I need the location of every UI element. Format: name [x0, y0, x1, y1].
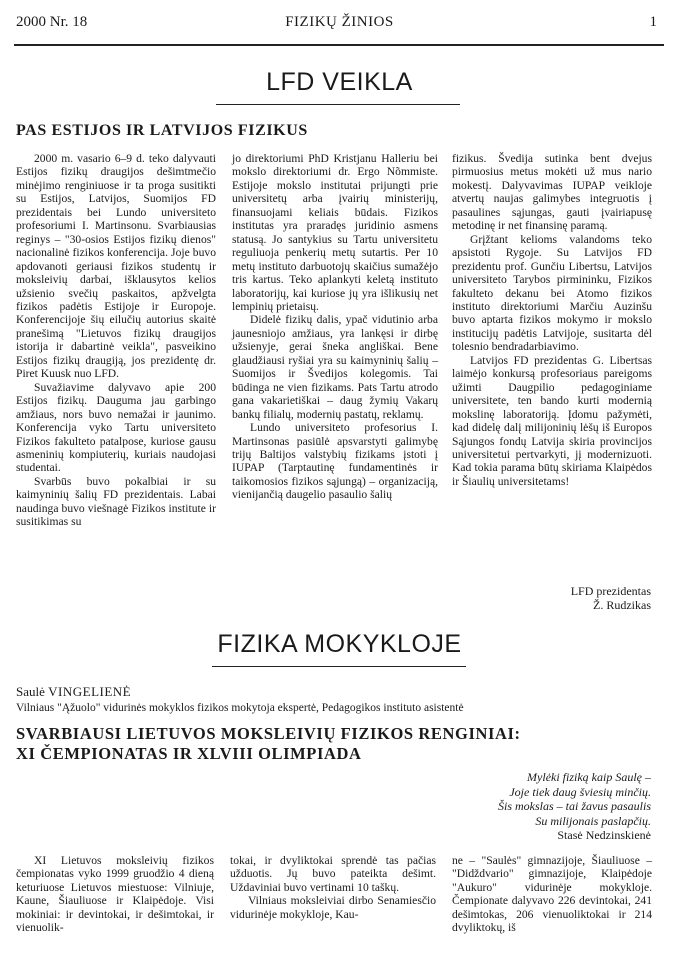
paragraph: XI Lietuvos moksleivių fizikos čempionatas vyko 1999 gruodžio 4 dieną keturiuose Lietuvos miestuose: Vilniuje, Kaune, Šiauliuose ir Klaipėdoje. Visi mokiniai: ir devintokai, ir dešimtokai, ir vienuolik-: [16, 854, 214, 935]
issue-number: 2000 Nr. 18: [16, 14, 88, 30]
author-given-name: Saulė: [16, 684, 45, 699]
signature-role: LFD prezidentas: [570, 584, 651, 598]
section-title-fizika-mokykloje: FIZIKA MOKYKLOJE: [217, 630, 462, 658]
article-column-3: [452, 854, 652, 935]
paragraph: Grįžtant kelioms valandoms teko apsistoti Rygoje. Su Latvijos FD prezidentu prof. Gunčiu Libertsu, Latvijos universiteto Tarybos pirmininku, Fizikos fakulteto dekanu bei Atomo fizikos instituto direktoriumi Marčiu Auzinšu buvo aptarta fizikos mokymo ir mokslo institucijų padėtis Latvijoje, susitarta dėl tolesnio bendradarbiavimo.: [452, 232, 652, 354]
header-rule: [14, 44, 664, 46]
signature-block: [571, 584, 651, 612]
article-column-1: [16, 854, 214, 935]
paragraph: Suvažiavime dalyvavo apie 200 Estijos fizikų. Dauguma jau garbingo amžiaus, nors buvo nemažai ir jaunimo. Konferencija vyko Tartu universiteto Fizikos fakulteto patalpose, kuriose gausu asmeninių kompiuterių, kuriais naudojasi studentai.: [16, 380, 216, 475]
section-rule: [212, 666, 466, 667]
paragraph: Vilniaus moksleiviai dirbo Senamiesčio vidurinėje mokykloje, Kau-: [230, 894, 436, 921]
epigraph: [498, 770, 651, 843]
paragraph: Didelė fizikų dalis, ypač vidutinio arba jaunesniojo amžiaus, yra lankęsi ir dirbę užsienyje, gerai šneka angliškai. Bene glaudžiausi ryšiai yra su kaimyninių šalių – Suomijos ir Švedijos kolegomis. Tai būdinga ne vien fizikams. Pats Tartu atrodo gana vakarietiškai – daug žymių Vakarų bankų filialų, modernių pastatų, reklamų.: [232, 313, 438, 421]
section-title-lfd-veikla: LFD VEIKLA: [266, 68, 413, 96]
author-name: [16, 684, 131, 700]
article-title-line: SVARBIAUSI LIETUVOS MOKSLEIVIŲ FIZIKOS RENGINIAI:: [16, 724, 521, 743]
article-column-2: [230, 854, 436, 921]
epigraph-author: Stasė Nedzinskienė: [557, 828, 651, 842]
epigraph-line: Su milijonais paslapčių.: [535, 813, 651, 828]
paragraph: Svarbūs buvo pokalbiai ir su kaimyninių šalių FD prezidentais. Labai naudinga buvo viešnagė Fizikos institute ir susitikimas su: [16, 474, 216, 529]
section-rule: [216, 104, 460, 105]
paragraph: tokai, ir dvyliktokai sprendė tas pačias užduotis. Jų buvo pateikta dešimt. Uždaviniai buvo vertinami 10 taškų.: [230, 854, 436, 894]
paragraph: Latvijos FD prezidentas G. Libertsas laimėjo konkursą profesoriaus pareigoms užimti Daugpilio pedagoginiame universitete, ten bando kurti modernią mokslinę laboratoriją. Įdomu pažymėti, kad didelę dalį milijoninių lėšų iš Europos Sąjungos fondų Latvija skiria provincijos universitetui pertvarkyti, jį modernizuoti. Kad tokia parama būtų skiriama Klaipėdos ir Šiaulių universitetams!: [452, 353, 652, 488]
article-title-line: XI ČEMPIONATAS IR XLVIII OLIMPIADA: [16, 744, 362, 763]
article-title: [16, 724, 521, 764]
paragraph: fizikus. Švedija sutinka bent dvejus pirmuosius metus mokėti už mus nario mokestį. Dalyvavimas IUPAP veikloje atvertų naujas galimybes integruotis į pasaulines sąjungas, gauti įvairiapusę metodinę ir net finansinę paramą.: [452, 152, 652, 233]
signature-name: Ž. Rudzikas: [593, 598, 651, 612]
epigraph-line: Joje tiek daug šviesių minčių.: [509, 784, 651, 799]
journal-title: FIZIKŲ ŽINIOS: [285, 14, 394, 30]
paragraph: Lundo universiteto profesorius I. Martinsonas pasiūlė apsvarstyti galimybę trijų Baltijos valstybių fizikams įstoti į IUPAP (Tarptautinę fundamentinės ir taikomosios fizikos sąjungą) – organizaciją, vienijančią daugelio pasaulio šalių: [232, 421, 438, 502]
article-title: PAS ESTIJOS IR LATVIJOS FIZIKUS: [16, 122, 308, 139]
article-column-1: [16, 152, 216, 529]
author-affiliation: Vilniaus "Ąžuolo" vidurinės mokyklos fizikos mokytoja ekspertė, Pedagogikos instituto asistentė: [16, 702, 464, 714]
epigraph-line: Šis mokslas – tai žavus pasaulis: [497, 799, 651, 813]
author-family-name: VINGELIENĖ: [48, 684, 132, 699]
paragraph: 2000 m. vasario 6–9 d. teko dalyvauti Estijos fizikų draugijos dešimtmečio minėjimo renginiuose ir ta proga susitikti su Estijos, Latvijos, Suomijos FD prezidentais bei Lundo universiteto profesoriumi I. Martinsonu. Svarbiausias reginys – "30-osios Estijos fizikų dienos" nacionalinė fizikos konferencija. Joje buvo apdovanoti geriausi fizikos studentų ir moksleivių darbai, išklausytos kelios užsienio svečių paskaitos, apžvelgta fizikos padėtis Estijoje ir Europoje. Konferencijoje šių eilučių autorius skaitė pranešimą "Lietuvos fizikų draugijos istorija ir dabartinė veikla", pasveikino Estijos fizikų draugiją, jos prezidentę dr. Piret Kuusk nuo LFD.: [16, 152, 216, 381]
paragraph: ne – "Saulės" gimnazijoje, Šiauliuose – "Didždvario" gimnazijoje, Klaipėdoje "Aukuro" vidurinėje mokykloje. Čempionate dalyvavo 226 devintokai, 241 dešimtokas, 206 vienuoliktokai ir 214 dvyliktokų, iš: [452, 854, 652, 935]
epigraph-line: Mylėki fiziką kaip Saulę –: [527, 770, 651, 784]
paragraph: jo direktoriumi PhD Kristjanu Halleriu bei mokslo direktoriumi dr. Ergo Nõmmiste. Estijoje mokslo institutai prijungti prie universitetų arba įvairių ministerijų, finansuojami keliais būdais. Fizikos institutas yra praradęs juridinio asmens statusą. Jo santykius su Tartu universitetu reguliuoja penkerių metų sutartis. Per 10 metų instituto darbuotojų skaičius sumažėjo tris kartus. Teko aplankyti keletą instituto laboratorijų, kai kuriose jų yra išlikusių net lempinių prietaisų.: [232, 152, 438, 313]
article-column-3: [452, 152, 652, 488]
page-number: 1: [649, 14, 657, 30]
article-column-2: [232, 152, 438, 502]
